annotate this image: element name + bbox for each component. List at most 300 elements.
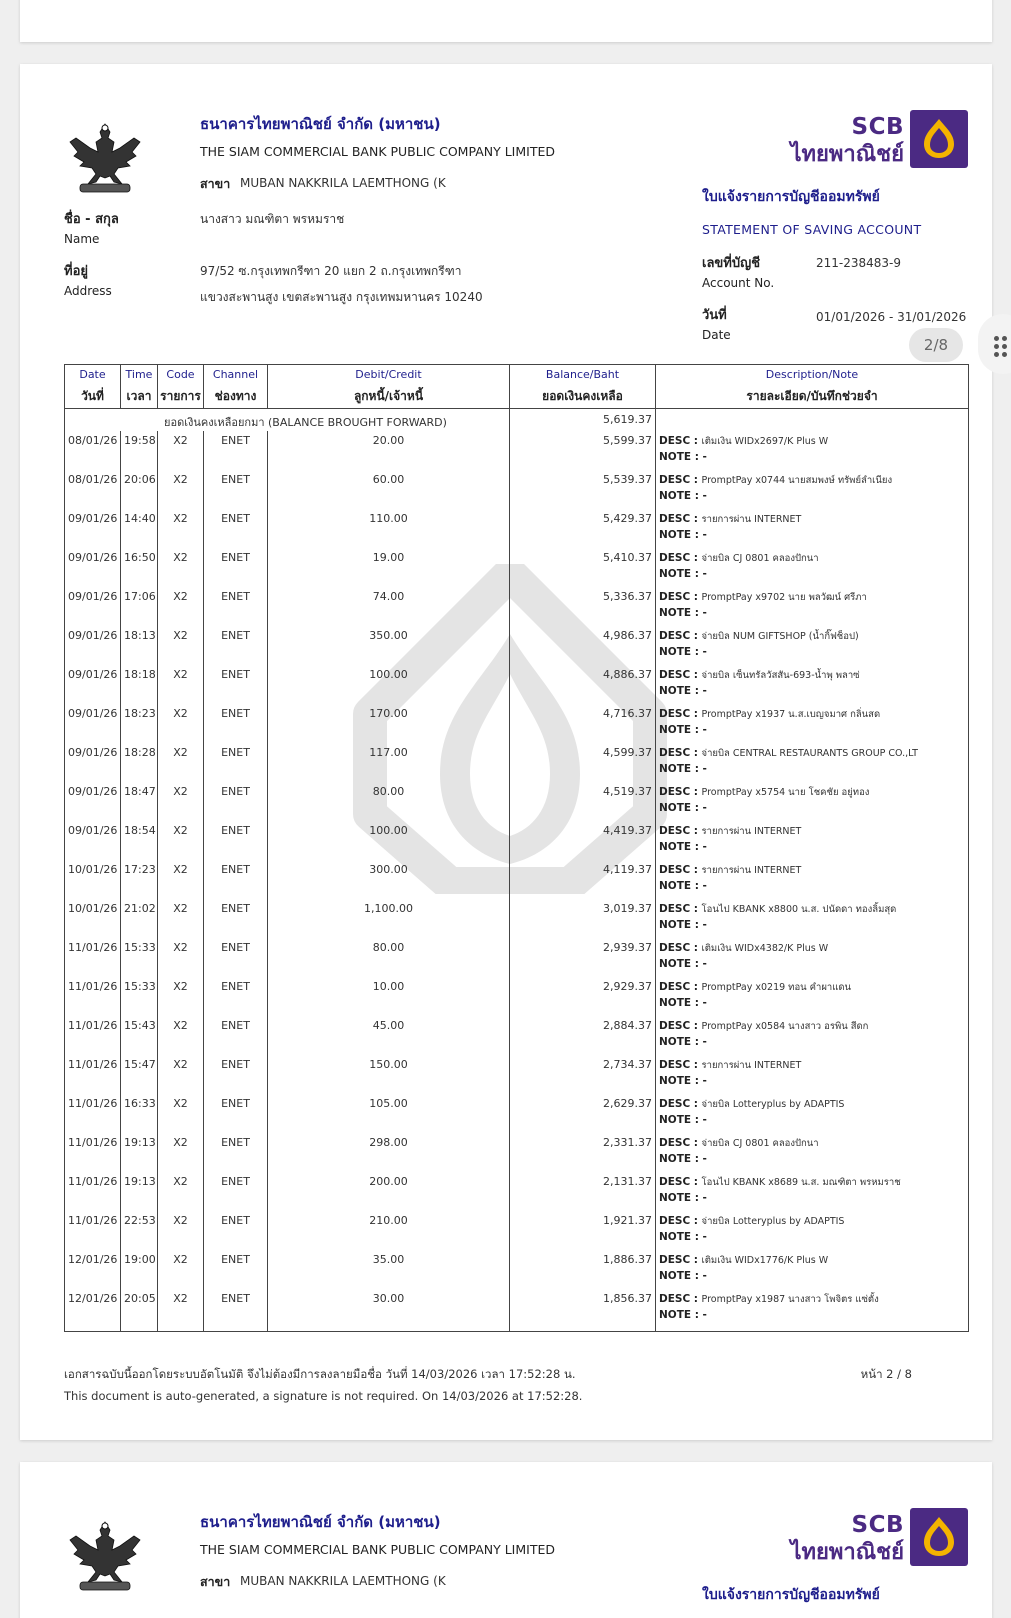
- row-date: 08/01/26: [65, 431, 121, 470]
- row-code: X2: [158, 587, 204, 626]
- row-channel: ENET: [204, 626, 268, 665]
- row-date: 11/01/26: [65, 938, 121, 977]
- bank-name-english: THE SIAM COMMERCIAL BANK PUBLIC COMPANY LIMITED: [200, 144, 555, 159]
- row-code: X2: [158, 665, 204, 704]
- name-label-th: ชื่อ - สกุล: [64, 212, 119, 227]
- row-description: [656, 704, 969, 743]
- table-row: [65, 1211, 969, 1250]
- row-code: X2: [158, 977, 204, 1016]
- desc-key: DESC :: [659, 1215, 699, 1227]
- column-header: [65, 365, 121, 409]
- column-header-th: ยอดเงินคงเหลือ: [542, 388, 623, 403]
- row-code: X2: [158, 626, 204, 665]
- row-description: [656, 548, 969, 587]
- row-date: 11/01/26: [65, 1094, 121, 1133]
- row-amount: 105.00: [268, 1094, 510, 1133]
- row-balance: 5,539.37: [510, 470, 656, 509]
- table-row: [65, 470, 969, 509]
- table-row: [65, 1133, 969, 1172]
- desc-value: จ่ายบิล CENTRAL RESTAURANTS GROUP CO.,LT: [701, 748, 918, 759]
- row-time: 19:13: [121, 1133, 158, 1172]
- desc-key: DESC :: [659, 1293, 699, 1305]
- row-amount: 60.00: [268, 470, 510, 509]
- row-balance: 4,599.37: [510, 743, 656, 782]
- table-row: [65, 704, 969, 743]
- row-amount: 10.00: [268, 977, 510, 1016]
- row-channel: ENET: [204, 743, 268, 782]
- row-date: 11/01/26: [65, 1211, 121, 1250]
- note-text: NOTE : -: [659, 685, 707, 697]
- row-description: [656, 470, 969, 509]
- desc-value: PromptPay x5754 นาย โชคชัย อยู่ทอง: [701, 787, 870, 798]
- desc-value: รายการผ่าน INTERNET: [701, 865, 802, 876]
- desc-key: DESC :: [659, 1020, 699, 1032]
- table-row: [65, 821, 969, 860]
- desc-value: PromptPay x0219 ทอน คำผาแดน: [701, 982, 852, 993]
- row-time: 18:54: [121, 821, 158, 860]
- row-balance: 4,119.37: [510, 860, 656, 899]
- row-description: [656, 1094, 969, 1133]
- row-amount: 200.00: [268, 1172, 510, 1211]
- row-time: 18:28: [121, 743, 158, 782]
- desc-value: PromptPay x9702 นาย พลวัฒน์ ศรีภา: [701, 592, 867, 603]
- desc-key: DESC :: [659, 1254, 699, 1266]
- row-amount: 1,100.00: [268, 899, 510, 938]
- row-amount: 117.00: [268, 743, 510, 782]
- row-amount: 210.00: [268, 1211, 510, 1250]
- row-channel: ENET: [204, 1094, 268, 1133]
- row-channel: ENET: [204, 587, 268, 626]
- desc-value: รายการผ่าน INTERNET: [701, 1060, 802, 1071]
- row-amount: 19.00: [268, 548, 510, 587]
- row-description: [656, 1211, 969, 1250]
- desc-key: DESC :: [659, 1098, 699, 1110]
- brought-forward-value: 5,619.37: [510, 409, 656, 432]
- column-header-en: Description/Note: [765, 367, 859, 381]
- row-description: [656, 1172, 969, 1211]
- row-description: [656, 509, 969, 548]
- table-row: [65, 899, 969, 938]
- row-code: X2: [158, 431, 204, 470]
- row-channel: ENET: [204, 977, 268, 1016]
- note-text: NOTE : -: [659, 919, 707, 931]
- row-time: 16:50: [121, 548, 158, 587]
- desc-key: DESC :: [659, 981, 699, 993]
- row-amount: 45.00: [268, 1016, 510, 1055]
- statement-header: [64, 110, 968, 350]
- row-code: X2: [158, 704, 204, 743]
- desc-value: เติมเงิน WIDx2697/K Plus W: [701, 436, 829, 447]
- garuda-emblem-icon: [66, 118, 144, 198]
- table-row: [65, 1094, 969, 1133]
- row-date: 12/01/26: [65, 1289, 121, 1331]
- branch-value: MUBAN NAKKRILA LAEMTHONG (K: [240, 176, 446, 190]
- row-balance: 1,921.37: [510, 1211, 656, 1250]
- row-balance: 4,519.37: [510, 782, 656, 821]
- row-channel: ENET: [204, 899, 268, 938]
- column-header-th: รายละเอียด/บันทึกช่วยจำ: [746, 388, 878, 403]
- row-balance: 4,986.37: [510, 626, 656, 665]
- desc-value: จ่ายบิล CJ 0801 คลองปักนา: [701, 1138, 819, 1149]
- table-row: [65, 626, 969, 665]
- table-row: [65, 1250, 969, 1289]
- row-amount: 170.00: [268, 704, 510, 743]
- note-text: NOTE : -: [659, 607, 707, 619]
- row-balance: 5,599.37: [510, 431, 656, 470]
- row-time: 17:06: [121, 587, 158, 626]
- row-date: 10/01/26: [65, 899, 121, 938]
- row-time: 20:06: [121, 470, 158, 509]
- row-description: [656, 587, 969, 626]
- logo-text-th: ไทยพาณิชย์: [790, 142, 904, 167]
- note-text: NOTE : -: [659, 1309, 707, 1321]
- row-channel: ENET: [204, 1133, 268, 1172]
- note-text: NOTE : -: [659, 1192, 707, 1204]
- row-description: [656, 665, 969, 704]
- row-description: [656, 431, 969, 470]
- row-date: 11/01/26: [65, 1016, 121, 1055]
- row-balance: 2,939.37: [510, 938, 656, 977]
- note-text: NOTE : -: [659, 802, 707, 814]
- column-header: [656, 365, 969, 409]
- row-code: X2: [158, 1211, 204, 1250]
- table-row: [65, 587, 969, 626]
- row-channel: ENET: [204, 1250, 268, 1289]
- account-number: 211-238483-9: [816, 256, 902, 270]
- desc-value: PromptPay x0744 นายสมพงษ์ ทรัพย์ลำเนียง: [701, 475, 893, 486]
- row-channel: ENET: [204, 1289, 268, 1331]
- branch-value: MUBAN NAKKRILA LAEMTHONG (K: [240, 1574, 446, 1588]
- row-description: [656, 938, 969, 977]
- column-header: [158, 365, 204, 409]
- note-text: NOTE : -: [659, 724, 707, 736]
- row-amount: 150.00: [268, 1055, 510, 1094]
- garuda-emblem-icon: [66, 1516, 144, 1596]
- transactions-table: [64, 364, 969, 1332]
- desc-key: DESC :: [659, 513, 699, 525]
- row-code: X2: [158, 1172, 204, 1211]
- note-text: NOTE : -: [659, 529, 707, 541]
- row-amount: 350.00: [268, 626, 510, 665]
- row-time: 18:47: [121, 782, 158, 821]
- row-amount: 35.00: [268, 1250, 510, 1289]
- row-time: 19:58: [121, 431, 158, 470]
- row-channel: ENET: [204, 548, 268, 587]
- desc-value: จ่ายบิล Lotteryplus by ADAPTIS: [701, 1099, 845, 1110]
- note-text: NOTE : -: [659, 997, 707, 1009]
- note-text: NOTE : -: [659, 1075, 707, 1087]
- address-label-th: ที่อยู่: [64, 264, 88, 279]
- statement-date-range: 01/01/2026 - 31/01/2026: [816, 310, 967, 324]
- desc-key: DESC :: [659, 942, 699, 954]
- row-code: X2: [158, 548, 204, 587]
- column-header-th: ช่องทาง: [214, 388, 257, 403]
- address-label-en: Address: [64, 284, 112, 298]
- brought-forward-label: ยอดเงินคงเหลือยกมา (BALANCE BROUGHT FORWARD): [65, 409, 510, 432]
- desc-value: จ่ายบิล CJ 0801 คลองปักนา: [701, 553, 819, 564]
- table-row: [65, 1055, 969, 1094]
- row-date: 09/01/26: [65, 743, 121, 782]
- desc-value: จ่ายบิล เซ็นทรัลวัสสัน-693-น้ำพุ พลาซ่: [701, 670, 860, 681]
- balance-brought-forward-row: [65, 409, 969, 432]
- statement-title-th: ใบแจ้งรายการบัญชีออมทรัพย์: [702, 189, 880, 205]
- column-header: [268, 365, 510, 409]
- row-description: [656, 1133, 969, 1172]
- note-text: NOTE : -: [659, 1114, 707, 1126]
- name-label-en: Name: [64, 232, 100, 246]
- row-code: X2: [158, 1250, 204, 1289]
- row-time: 18:18: [121, 665, 158, 704]
- bank-name-english: THE SIAM COMMERCIAL BANK PUBLIC COMPANY LIMITED: [200, 1542, 555, 1557]
- row-time: 16:33: [121, 1094, 158, 1133]
- row-balance: 4,886.37: [510, 665, 656, 704]
- desc-key: DESC :: [659, 435, 699, 447]
- branch-label: สาขา: [200, 1574, 231, 1589]
- row-date: 09/01/26: [65, 509, 121, 548]
- row-code: X2: [158, 1094, 204, 1133]
- row-time: 15:43: [121, 1016, 158, 1055]
- footer-note-th: เอกสารฉบับนี้ออกโดยระบบอัตโนมัติ จึงไม่ต้องมีการลงลายมือชื่อ วันที่ 14/03/2026 เวลา 17:52:28 น.: [64, 1367, 576, 1381]
- row-time: 19:13: [121, 1172, 158, 1211]
- desc-key: DESC :: [659, 1137, 699, 1149]
- row-code: X2: [158, 1133, 204, 1172]
- row-description: [656, 860, 969, 899]
- row-description: [656, 1055, 969, 1094]
- row-channel: ENET: [204, 1016, 268, 1055]
- row-code: X2: [158, 860, 204, 899]
- bank-name-thai: ธนาคารไทยพาณิชย์ จำกัด (มหาชน): [200, 1513, 441, 1531]
- footer-note-en: This document is auto-generated, a signature is not required. On 14/03/2026 at 17:52:28.: [64, 1389, 583, 1403]
- row-balance: 5,429.37: [510, 509, 656, 548]
- logo-text-en: SCB: [851, 1512, 904, 1538]
- row-balance: 5,410.37: [510, 548, 656, 587]
- row-code: X2: [158, 743, 204, 782]
- scb-leaf-icon: [910, 1508, 968, 1566]
- table-row: [65, 743, 969, 782]
- row-time: 18:23: [121, 704, 158, 743]
- account-label-en: Account No.: [702, 276, 775, 290]
- note-text: NOTE : -: [659, 958, 707, 970]
- desc-value: รายการผ่าน INTERNET: [701, 514, 802, 525]
- row-amount: 30.00: [268, 1289, 510, 1331]
- row-balance: 1,856.37: [510, 1289, 656, 1331]
- row-date: 09/01/26: [65, 821, 121, 860]
- row-balance: 4,419.37: [510, 821, 656, 860]
- desc-value: จ่ายบิล NUM GIFTSHOP (น้ำกิ๊ฟช็อป): [701, 631, 859, 642]
- note-text: NOTE : -: [659, 1231, 707, 1243]
- row-date: 11/01/26: [65, 1133, 121, 1172]
- table-row: [65, 782, 969, 821]
- table-row: [65, 977, 969, 1016]
- row-time: 18:13: [121, 626, 158, 665]
- table-row: [65, 548, 969, 587]
- statement-title-th: ใบแจ้งรายการบัญชีออมทรัพย์: [702, 1587, 880, 1603]
- column-header: [121, 365, 158, 409]
- desc-key: DESC :: [659, 1176, 699, 1188]
- row-code: X2: [158, 938, 204, 977]
- row-description: [656, 899, 969, 938]
- desc-key: DESC :: [659, 630, 699, 642]
- row-description: [656, 626, 969, 665]
- note-text: NOTE : -: [659, 841, 707, 853]
- row-channel: ENET: [204, 1055, 268, 1094]
- desc-key: DESC :: [659, 552, 699, 564]
- row-amount: 100.00: [268, 821, 510, 860]
- statement-header-next: [64, 1508, 968, 1618]
- row-code: X2: [158, 899, 204, 938]
- row-channel: ENET: [204, 821, 268, 860]
- desc-value: PromptPay x0584 นางสาว อรพิน สีดก: [701, 1021, 869, 1032]
- row-date: 09/01/26: [65, 704, 121, 743]
- row-date: 09/01/26: [65, 548, 121, 587]
- row-code: X2: [158, 509, 204, 548]
- column-header: [510, 365, 656, 409]
- row-date: 10/01/26: [65, 860, 121, 899]
- row-date: 11/01/26: [65, 977, 121, 1016]
- desc-value: จ่ายบิล Lotteryplus by ADAPTIS: [701, 1216, 845, 1227]
- desc-key: DESC :: [659, 474, 699, 486]
- statement-title-en: STATEMENT OF SAVING ACCOUNT: [702, 222, 922, 237]
- row-description: [656, 1250, 969, 1289]
- column-header-th: เวลา: [126, 388, 152, 403]
- column-header-th: วันที่: [81, 388, 104, 403]
- row-date: 09/01/26: [65, 626, 121, 665]
- logo-text-en: SCB: [851, 114, 904, 140]
- date-label-en: Date: [702, 328, 731, 342]
- desc-key: DESC :: [659, 1059, 699, 1071]
- row-channel: ENET: [204, 470, 268, 509]
- statement-page-2: [20, 64, 992, 1440]
- row-code: X2: [158, 1055, 204, 1094]
- row-channel: ENET: [204, 938, 268, 977]
- row-code: X2: [158, 1016, 204, 1055]
- column-header-en: Date: [79, 367, 106, 381]
- row-balance: 4,716.37: [510, 704, 656, 743]
- footer-page-number: หน้า 2 / 8: [860, 1367, 912, 1381]
- row-amount: 74.00: [268, 587, 510, 626]
- row-balance: 2,629.37: [510, 1094, 656, 1133]
- row-description: [656, 1016, 969, 1055]
- scb-logo: [778, 1508, 968, 1568]
- column-header-en: Channel: [212, 367, 259, 381]
- note-text: NOTE : -: [659, 1036, 707, 1048]
- desc-value: โอนไป KBANK x8800 น.ส. ปนัดดา ทองลิ้มสุด: [701, 904, 897, 915]
- row-description: [656, 743, 969, 782]
- row-date: 12/01/26: [65, 1250, 121, 1289]
- row-channel: ENET: [204, 704, 268, 743]
- column-header-en: Balance/Baht: [545, 367, 620, 381]
- row-time: 19:00: [121, 1250, 158, 1289]
- row-channel: ENET: [204, 782, 268, 821]
- desc-value: รายการผ่าน INTERNET: [701, 826, 802, 837]
- row-date: 09/01/26: [65, 782, 121, 821]
- row-date: 11/01/26: [65, 1172, 121, 1211]
- note-text: NOTE : -: [659, 880, 707, 892]
- row-description: [656, 782, 969, 821]
- row-time: 21:02: [121, 899, 158, 938]
- table-row: [65, 665, 969, 704]
- desc-key: DESC :: [659, 669, 699, 681]
- logo-text-th: ไทยพาณิชย์: [790, 1540, 904, 1565]
- row-amount: 100.00: [268, 665, 510, 704]
- row-channel: ENET: [204, 431, 268, 470]
- row-time: 14:40: [121, 509, 158, 548]
- branch-label: สาขา: [200, 176, 231, 191]
- row-amount: 298.00: [268, 1133, 510, 1172]
- row-date: 09/01/26: [65, 665, 121, 704]
- desc-key: DESC :: [659, 864, 699, 876]
- row-time: 22:53: [121, 1211, 158, 1250]
- row-code: X2: [158, 821, 204, 860]
- page-indicator-badge[interactable]: 2/8: [909, 328, 963, 362]
- row-amount: 300.00: [268, 860, 510, 899]
- row-code: X2: [158, 470, 204, 509]
- row-amount: 80.00: [268, 782, 510, 821]
- scb-logo: [778, 110, 968, 170]
- row-amount: 80.00: [268, 938, 510, 977]
- row-balance: 1,886.37: [510, 1250, 656, 1289]
- statement-page-3: [20, 1462, 992, 1618]
- scb-leaf-icon: [910, 110, 968, 168]
- row-date: 08/01/26: [65, 470, 121, 509]
- date-label-th: วันที่: [702, 308, 727, 323]
- desc-key: DESC :: [659, 747, 699, 759]
- desc-key: DESC :: [659, 825, 699, 837]
- desc-value: PromptPay x1987 นางสาว โพจิตร แซ่ตั้ง: [701, 1294, 879, 1305]
- column-header-en: Debit/Credit: [355, 367, 422, 381]
- note-text: NOTE : -: [659, 451, 707, 463]
- column-header-th: ลูกหนี้/เจ้าหนี้: [353, 388, 424, 403]
- desc-key: DESC :: [659, 786, 699, 798]
- row-channel: ENET: [204, 509, 268, 548]
- table-row: [65, 938, 969, 977]
- desc-value: เติมเงิน WIDx4382/K Plus W: [701, 943, 829, 954]
- note-text: NOTE : -: [659, 568, 707, 580]
- row-balance: 2,734.37: [510, 1055, 656, 1094]
- table-row: [65, 1016, 969, 1055]
- note-text: NOTE : -: [659, 763, 707, 775]
- table-row: [65, 1172, 969, 1211]
- row-balance: 2,929.37: [510, 977, 656, 1016]
- column-header: [204, 365, 268, 409]
- row-amount: 20.00: [268, 431, 510, 470]
- note-text: NOTE : -: [659, 490, 707, 502]
- desc-value: เติมเงิน WIDx1776/K Plus W: [701, 1255, 829, 1266]
- desc-value: โอนไป KBANK x8689 น.ส. มณฑิตา พรหมราช: [701, 1177, 901, 1188]
- row-date: 11/01/26: [65, 1055, 121, 1094]
- row-balance: 2,884.37: [510, 1016, 656, 1055]
- address-line-1: 97/52 ซ.กรุงเทพกรีฑา 20 แยก 2 ถ.กรุงเทพกรีฑา: [200, 264, 462, 278]
- table-row: [65, 431, 969, 470]
- desc-value: PromptPay x1937 น.ส.เบญจมาศ กลิ่นสด: [701, 709, 881, 720]
- note-text: NOTE : -: [659, 646, 707, 658]
- customer-name: นางสาว มณฑิตา พรหมราช: [200, 212, 345, 226]
- row-code: X2: [158, 782, 204, 821]
- column-header-en: Code: [166, 367, 195, 381]
- desc-key: DESC :: [659, 591, 699, 603]
- table-row: [65, 860, 969, 899]
- row-time: 20:05: [121, 1289, 158, 1331]
- row-channel: ENET: [204, 665, 268, 704]
- table-header-row: [65, 365, 969, 409]
- note-text: NOTE : -: [659, 1270, 707, 1282]
- desc-key: DESC :: [659, 708, 699, 720]
- row-time: 15:33: [121, 977, 158, 1016]
- row-description: [656, 821, 969, 860]
- row-time: 15:33: [121, 938, 158, 977]
- note-text: NOTE : -: [659, 1153, 707, 1165]
- row-balance: 3,019.37: [510, 899, 656, 938]
